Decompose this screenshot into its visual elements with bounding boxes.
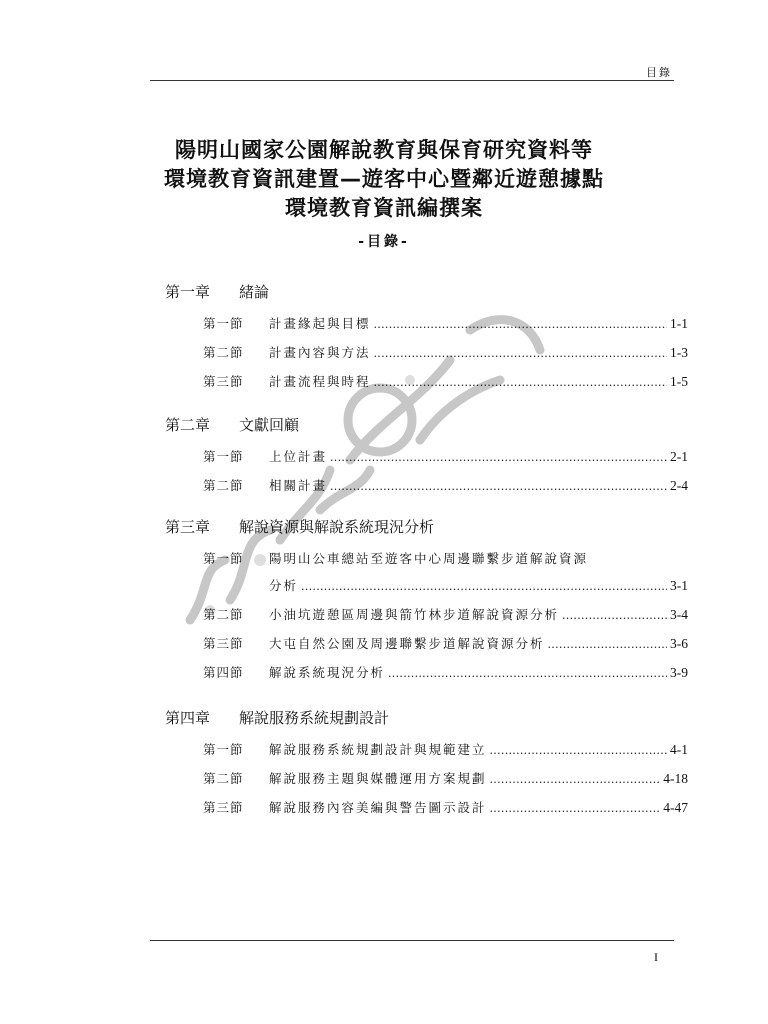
running-header: 目錄	[646, 66, 672, 79]
chapter-heading	[165, 414, 299, 435]
section-number: 第一節	[203, 449, 244, 464]
chapter-number: 第三章	[165, 518, 211, 536]
dot-leader	[374, 374, 667, 389]
section-title: 大屯自然公園及周邊聯繫步道解說資源分析	[269, 636, 545, 651]
section-number: 第二節	[203, 607, 244, 622]
toc-entry[interactable]	[203, 740, 688, 760]
toc-entry[interactable]	[203, 605, 688, 625]
document-title	[0, 136, 768, 251]
section-title: 上位計畫	[269, 449, 328, 464]
dot-leader	[330, 449, 667, 464]
section-number: 第四節	[203, 665, 244, 680]
dot-leader	[388, 665, 667, 680]
title-line-3: 環境教育資訊編撰案	[285, 196, 483, 220]
dot-leader	[562, 607, 667, 622]
section-title: 解說服務內容美編與警告圖示設計	[269, 800, 487, 815]
page-ref: 4-47	[663, 800, 688, 815]
toc-entry-continuation[interactable]	[269, 576, 688, 596]
chapter-title: 緒論	[239, 283, 270, 301]
section-number: 第三節	[203, 800, 244, 815]
section-title: 相關計畫	[269, 478, 328, 493]
section-number: 第一節	[203, 742, 244, 757]
chapter-number: 第四章	[165, 709, 211, 727]
dot-leader	[490, 771, 661, 786]
toc-entry[interactable]	[203, 447, 688, 467]
page-ref: 2-1	[670, 449, 688, 464]
section-title: 計畫內容與方法	[269, 345, 371, 360]
toc-subtitle: -目錄-	[358, 234, 410, 250]
page-ref: 3-6	[670, 636, 688, 651]
chapter-number: 第一章	[165, 283, 211, 301]
title-line-1: 陽明山國家公園解說教育與保育研究資料等	[175, 138, 593, 162]
section-title: 解說服務主題與媒體運用方案規劃	[269, 771, 487, 786]
footer-rule	[150, 940, 674, 941]
page-ref: 3-4	[670, 607, 688, 622]
toc-entry[interactable]	[203, 314, 688, 334]
dot-leader	[330, 478, 667, 493]
dot-leader	[374, 345, 667, 360]
chapter-title: 解說服務系統規劃設計	[239, 709, 390, 727]
dot-leader	[301, 578, 667, 593]
dot-leader	[548, 636, 667, 651]
chapter-number: 第二章	[165, 416, 211, 434]
page-ref: 4-18	[663, 771, 688, 786]
section-number: 第三節	[203, 636, 244, 651]
section-title: 小油坑遊憩區周邊與箭竹林步道解說資源分析	[269, 607, 560, 622]
page-ref: 1-5	[670, 374, 688, 389]
toc-entry[interactable]	[203, 798, 688, 818]
page-ref: 4-1	[670, 742, 688, 757]
page-ref: 1-3	[670, 345, 688, 360]
toc-entry[interactable]	[203, 343, 688, 363]
chapter-title: 文獻回顧	[239, 416, 300, 434]
page-ref: 3-1	[670, 578, 688, 593]
toc-entry[interactable]	[203, 634, 688, 654]
header-rule	[150, 80, 674, 81]
toc-entry[interactable]	[203, 476, 688, 496]
section-title-continued: 分析	[269, 578, 299, 593]
section-title: 解說服務系統規劃設計與規範建立	[269, 742, 487, 757]
page-ref: 2-4	[670, 478, 688, 493]
dot-leader	[490, 800, 661, 815]
page-ref: 3-9	[670, 665, 688, 680]
section-title: 計畫緣起與目標	[269, 316, 371, 331]
section-number: 第三節	[203, 374, 244, 389]
toc-entry[interactable]	[203, 549, 688, 569]
dot-leader	[490, 742, 667, 757]
chapter-heading	[165, 707, 389, 728]
dot-leader	[374, 316, 667, 331]
title-line-2: 環境教育資訊建置—遊客中心暨鄰近遊憩據點	[164, 167, 604, 191]
toc-entry[interactable]	[203, 663, 688, 683]
page-number: I	[654, 950, 658, 964]
chapter-heading	[165, 281, 269, 302]
section-number: 第二節	[203, 345, 244, 360]
toc-entry[interactable]	[203, 769, 688, 789]
section-number: 第二節	[203, 478, 244, 493]
chapter-heading	[165, 516, 434, 537]
section-number: 第一節	[203, 551, 244, 566]
section-number: 第二節	[203, 771, 244, 786]
section-number: 第一節	[203, 316, 244, 331]
section-title: 陽明山公車總站至遊客中心周邊聯繫步道解說資源	[269, 551, 589, 566]
chapter-title: 解說資源與解說系統現況分析	[239, 518, 435, 536]
section-title: 計畫流程與時程	[269, 374, 371, 389]
toc-entry[interactable]	[203, 372, 688, 392]
page-ref: 1-1	[670, 316, 688, 331]
section-title: 解說系統現況分析	[269, 665, 386, 680]
